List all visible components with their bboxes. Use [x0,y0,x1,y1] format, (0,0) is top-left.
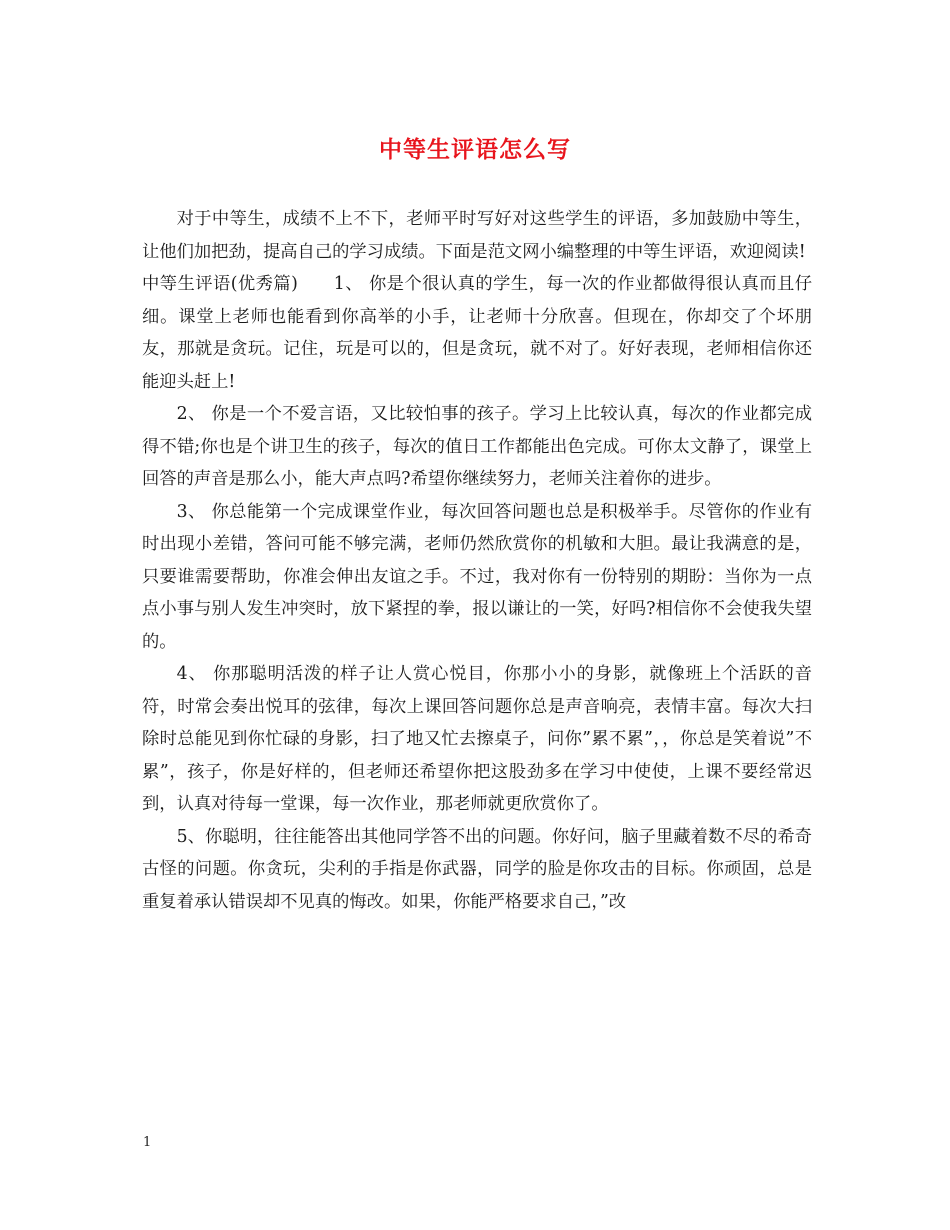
paragraph-intro: 对于中等生，成绩不上不下，老师平时写好对这些学生的评语，多加鼓励中等生，让他们加把劲，提高自己的学习成绩。下面是范文网小编整理的中等生评语，欢迎阅读! [142,209,812,262]
paragraph-comment-1: 中等生评语(优秀篇) 1、 你是个很认真的学生，每一次的作业都做得很认真而且仔细。课堂上老师也能看到你高举的小手，让老师十分欣喜。但现在，你却交了个坏朋友，那就是贪玩。记住，玩是可以的，但是贪玩，就不对了。好好表现，老师相信你还能迎头赶上! [142,274,812,392]
document-title: 中等生评语怎么写 [379,136,571,163]
page-number: 1 [143,1135,152,1150]
paragraph-comment-2: 2、 你是一个不爱言语，又比较怕事的孩子。学习上比较认真，每次的作业都完成得不错;你也是个讲卫生的孩子，每次的值日工作都能出色完成。可你太文静了，课堂上回答的声音是那么小，能大声点吗?希望你继续努力，老师关注着你的进步。 [142,404,812,489]
paragraph-comment-4: 4、 你那聪明活泼的样子让人赏心悦目，你那小小的身影，就像班上个活跃的音符，时常会奏出悦耳的弦律，每次上课回答问题你总是声音响亮，表情丰富。每次大扫除时总能见到你忙碌的身影，扫了地又忙去擦桌子，问你”累不累”，，你总是笑着说”不累”，孩子，你是好样的，但老师还希望你把这股劲多在学习中使使，上课不要经常迟到，认真对待每一堂课，每一次作业，那老师就更欣赏你了。 [142,664,812,814]
document-body [142,203,812,918]
paragraph-comment-5: 5、你聪明，往往能答出其他同学答不出的问题。你好问，脑子里藏着数不尽的希奇古怪的问题。你贪玩，尖利的手指是你武器，同学的脸是你攻击的目标。你顽固，总是重复着承认错误却不见真的悔改。如果，你能严格要求自己，”改 [142,826,812,912]
paragraph-comment-3: 3、 你总能第一个完成课堂作业，每次回答问题也总是积极举手。尽管你的作业有时出现小差错，答问可能不够完满，老师仍然欣赏你的机敏和大胆。最让我满意的是，只要谁需要帮助，你准会伸出友谊之手。不过，我对你有一份特别的期盼：当你为一点点小事与别人发生冲突时，放下紧捏的拳，报以谦让的一笑，好吗?相信你不会使我失望的。 [142,501,812,652]
